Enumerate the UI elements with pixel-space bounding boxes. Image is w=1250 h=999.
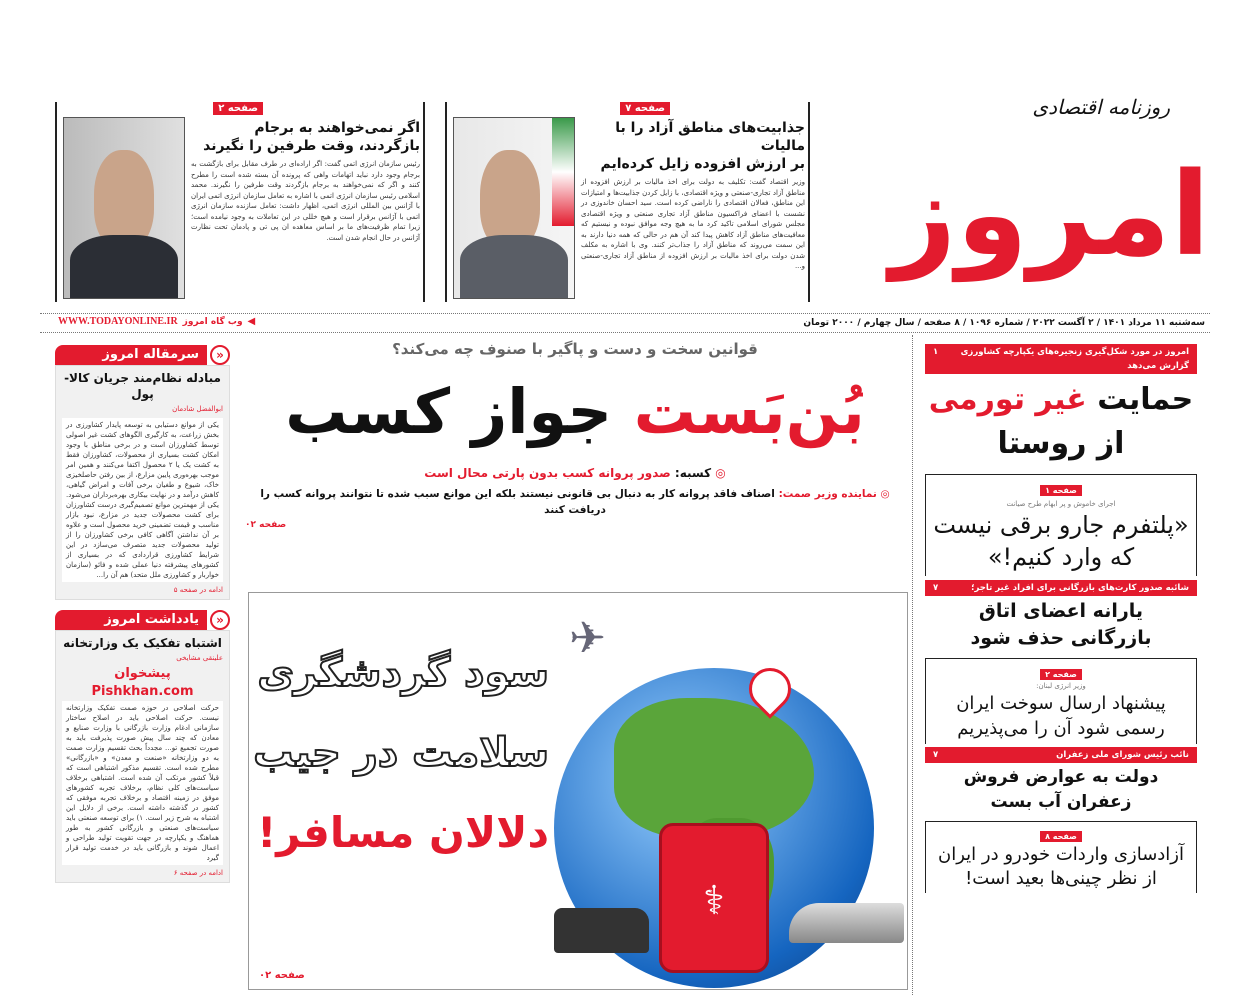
arrow-icon: ◀ — [247, 316, 256, 327]
right-column — [925, 344, 1197, 893]
column-divider — [912, 335, 913, 995]
feature-line-2: سلامت در جیب — [253, 730, 549, 776]
main-headline — [245, 360, 905, 464]
story-car-imports[interactable]: صفحه ۸ آزادسازی واردات خودرو در ایران از نظر چینی‌ها بعید است! — [925, 821, 1197, 893]
feature-health-tourism[interactable] — [248, 592, 908, 990]
watermark: پیشخوان Pishkhan.com — [91, 666, 194, 699]
note-body: حرکت اصلاحی در حوزه صمت تفکیک وزارتخانه نیست. حرکت اصلاحی باید در اصلاح ساختار سازمانی ادغام وزارت بازرگانی با وزارت صنایع و معادن که چند سال پیش صورت پذیرفت باید به صورت تجمیع تو... مجدداً بحث تقسیم وزارت صمت به دو وزارتخانه «صنعت و معدن» و «بازرگانی» مطرح شده است. تقسیم مذکور اشتباهی است که قبلاً کشور مرتکب آن شده است. اشتباهی برخلاف سیاست‌های کلی نظام، برخلاف تجربه کشورهای موفق در زمینه اقتصاد و برخلاف تجربه موفقی که کشور در گذشته داشته است. برخی از دلایل این اشتباه به شرح زیر است. ۱) برای توسعه صنعتی باید سیاست‌های صنعتی و بازرگانی کشور به طور هماهنگ و یکپارچه در جهت تقویت تولید طراحی و اعمال شوند و بازرگانی باید در خدمت تولید قرار گیرد — [62, 701, 223, 865]
chevron-left-icon: « — [210, 610, 230, 630]
masthead — [830, 80, 1210, 310]
story-headline-2: بر ارزش افزوده زایل کرده‌ایم — [600, 156, 805, 172]
section-bar: امروز در مورد شکل‌گیری زنجیره‌های یکپارچه کشاورزی گزارش می‌دهد ۱ — [925, 344, 1197, 374]
story-headline-2: بازگردند، وقت طرفین را نگیرند — [203, 138, 420, 154]
headline-saffron[interactable]: دولت به عوارض فروش زعفران آب بست — [963, 767, 1159, 812]
top-story-economy[interactable] — [445, 102, 810, 302]
page-ref: صفحه ۰۲ — [245, 520, 287, 530]
editorial-author: ابوالفضل شادمان — [172, 405, 223, 413]
headline-black: جواز کسب — [285, 375, 613, 448]
newspaper-subtitle: روزنامه اقتصادی — [1032, 95, 1170, 119]
story-body: رئیس سازمان انرژی اتمی گفت: اگر اراده‌ای در طرف مقابل برای بازگشت به برجام وجود دارد نباید اتهامات واهی که پرونده آن بسته شده است را مطرح کنند و اگر که نمی‌خواهند به برجام بازگردند وقت طرفین را نگیرند. محمد اسلامی رئیس سازمان انرژی اتمی با اشاره به تعامل سازمان انرژی اتمی ایران با آژانس بین المللی انرژی اتمی، اظهار داشت: تعامل سازنده سازمان انرژی اتمی با آژانس برقرار است و هیچ خللی در این تعاملات به وجود نیامده است؛ زیرا تمام ظرفیت‌های ما بر اساس معاهده ان پی تی و پادمان تحت نظارت آژانس در حال انجام شدن است. — [191, 160, 420, 242]
left-columns — [55, 345, 230, 883]
page-tag: صفحه ۲ — [213, 102, 263, 115]
headline-chamber-subsidy[interactable]: یارانه اعضای اتاق بازرگانی حذف شود — [970, 600, 1152, 649]
section-header: « سرمقاله امروز — [55, 345, 230, 365]
subhead-2: ◎ نماینده وزیر صمت: اصناف فاقد پروانه کار به دنبال بی قانونی نیستند بلکه این موانع سبب شده تا نتوانند پروانه کسب را دریافت کنند — [260, 488, 890, 516]
page-ref: صفحه ۰۲ — [259, 970, 305, 981]
page-tag: صفحه ۷ — [620, 102, 670, 115]
feature-line-1: سود گردشگری — [257, 650, 549, 696]
section-bar: نائب رئیس شورای ملی زعفران ۷ — [925, 747, 1197, 763]
story-headline: اگر نمی‌خواهند به برجام — [254, 120, 420, 136]
top-story-jcpoa[interactable] — [55, 102, 425, 302]
continue-link[interactable]: ادامه در صفحه ۵ — [173, 586, 223, 594]
note-column[interactable] — [55, 610, 230, 883]
train-image — [789, 903, 904, 943]
website-link[interactable] — [58, 315, 255, 329]
main-kicker: قوانین سخت و دست و پاگیر با صنوف چه می‌کند؟ — [392, 340, 758, 358]
section-header: « یادداشت امروز — [55, 610, 230, 630]
headline-red: بُن‌بَست — [633, 375, 865, 448]
editorial-title: مبادله نظام‌مند جریان کالا-پول — [64, 371, 221, 401]
continue-link[interactable]: ادامه در صفحه ۶ — [173, 869, 223, 877]
divider — [40, 332, 1210, 333]
bus-image — [554, 908, 649, 953]
website-url: WWW.TODAYONLINE.IR — [58, 316, 178, 327]
note-title: اشتباه تفکیک یک وزارتخانه — [63, 636, 222, 650]
story-photo — [453, 117, 575, 299]
divider — [40, 313, 1210, 314]
note-author: علینقی مشایخی — [176, 654, 223, 662]
story-body: وزیر اقتصاد گفت: تکلیف به دولت برای اخذ مالیات بر ارزش افزوده از مناطق آزاد تجاری-صنعتی و ویژه اقتصادی، با زایل کردن جذابیت‌ها و امتیازات این مناطق، فعالان اقتصادی را ناراضی کرده است. سید احسان خاندوزی در نشست با اعضای فراکسیون مناطق آزاد تجاری صنعتی و ویژه اقتصادی مجلس شورای اسلامی تاکید کرد ما به هیچ وجه موافق نبوده و نیستیم که معافیت‌های مناطق آزاد کاهش پیدا کند آن هم در حالی که همه دنیا دارند به این سمت می‌روند که مناطق آزاد را جذاب‌تر کنند. وی با اشاره به مکلف شدن دولت برای اخذ مالیات بر ارزش افزوده از مناطق آزاد تجاری-صنعتی و... — [581, 178, 805, 270]
story-photo — [63, 117, 185, 299]
feature-line-3: دلالان مسافر! — [257, 808, 549, 857]
subhead-1: ◎ کسبه: صدور پروانه کسب بدون پارتی محال است — [424, 466, 726, 480]
editorial-body: یکی از موانع دستیابی به توسعه پایدار کشاورزی در بخش زراعت، به کارگیری الگوهای کشت غیر اصولی توسط کشاورزان است و در برخی مناطق با وجود امکان کشت بسیاری از محصولات، کشاورزان فقط به کشت یک یا ۲ محصول اکتفا می‌کنند و همین امر موجب بهره‌وری پایین مزارع، از بین رفتن حاصلخیزی خاک، شیوع و طغیان برخی آفات و امراض گیاهی، کاهش درآمد و در نهایت بیکاری بهره‌برداران می‌شود. یکی از مهمترین موانع تصمیم‌گیری درست کشاورزان برای کشت محصولات جدید در مزارع، نبود بازار مناسب و قیمت تضمینی خرید محصول است و علاوه بر آن نداشتن آگاهی کافی برخی کشاورزان را از تولید محصولات جدید متصرف می‌سازد در این شرایط کشاورزی قراردادی که در بسیاری از کشورهای پیشرفته دنیا عملی شده و فائو (سازمان خواربار و کشاورزی ملل متحد) هم آن را... — [62, 418, 223, 582]
headline-rural-support[interactable]: حمایت غیر تورمی از روستا — [928, 382, 1194, 461]
suitcase-image: ⚕ — [659, 823, 769, 973]
newspaper-logo[interactable]: امروز — [890, 148, 1210, 282]
story-lebanon-fuel[interactable]: صفحه ۲ وزیر انرژی لبنان: پیشنهاد ارسال سوخت ایران رسمی شود آن را می‌پذیریم — [925, 658, 1197, 744]
airplane-icon: ✈ — [569, 613, 606, 664]
story-platform[interactable]: صفحه ۱ اجرای خاموش و پر ابهام طرح صیانت «پلتفرم جارو برقی نیست که وارد کنیم!» — [925, 474, 1197, 576]
section-bar: شائبه صدور کارت‌های بازرگانی برای افراد غیر تاجر؛ ۷ — [925, 580, 1197, 596]
editorial-column[interactable] — [55, 345, 230, 600]
dateline: سه‌شنبه ۱۱ مرداد ۱۴۰۱ / ۲ آگست ۲۰۲۲ / شماره ۱۰۹۶ / ۸ صفحه / سال چهارم / ۲۰۰۰ تومان — [803, 318, 1205, 328]
story-headline: جذابیت‌های مناطق آزاد را با مالیات — [615, 120, 805, 154]
main-story[interactable] — [245, 338, 905, 532]
chevron-left-icon: « — [210, 345, 230, 365]
website-label: وب گاه امروز — [182, 317, 243, 327]
